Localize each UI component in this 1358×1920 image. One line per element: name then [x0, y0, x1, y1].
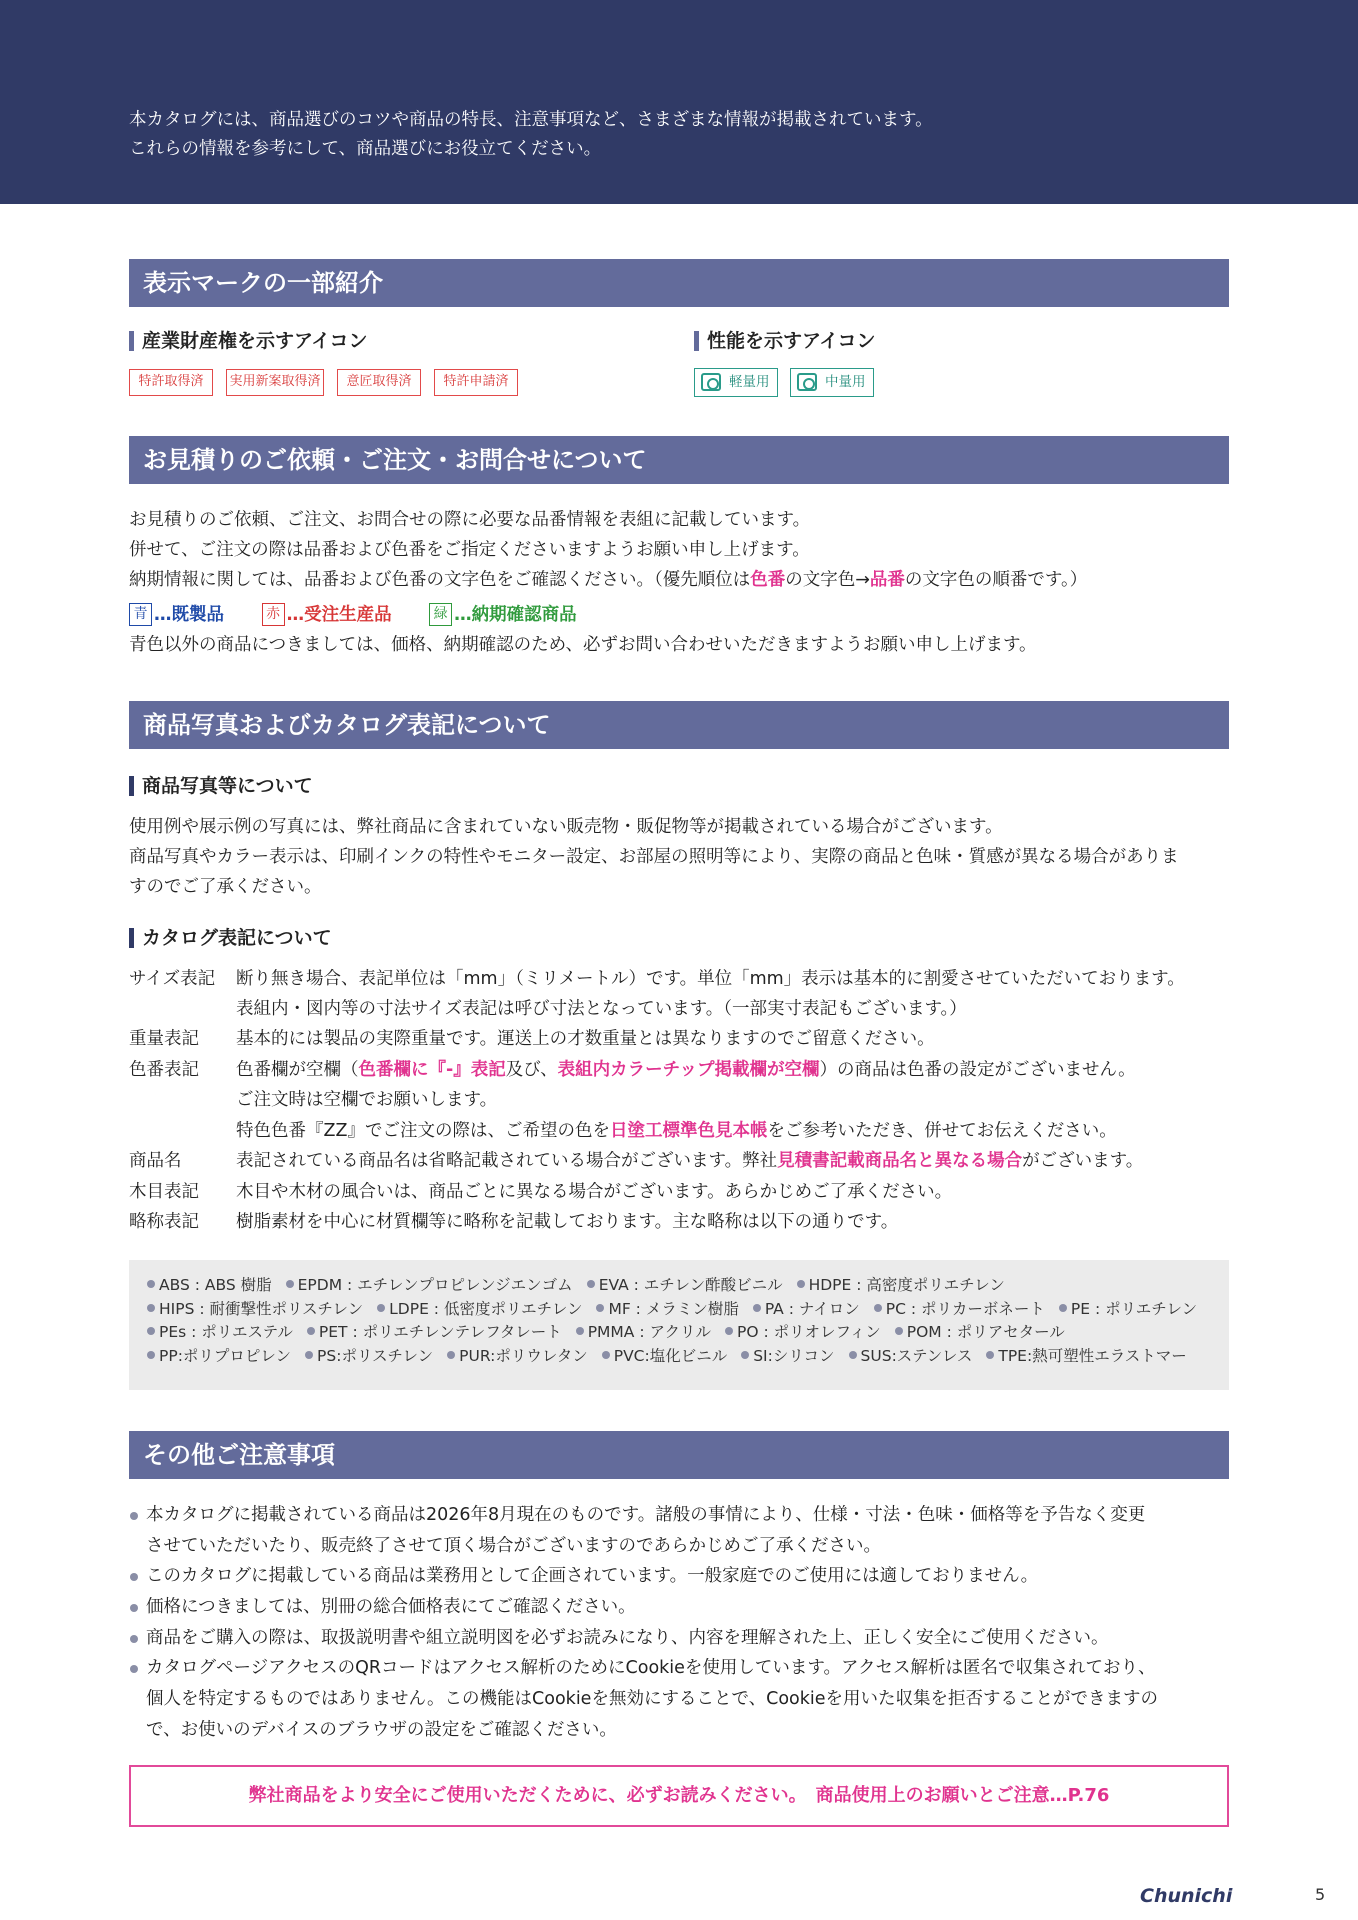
legend-blue-char: 青	[129, 603, 152, 626]
abbreviation-item	[147, 1347, 291, 1365]
note-5-line-1: カタログページアクセスのQRコードはアクセス解析のためにCookieを使用しています。アクセス解析は匿名で収集されており、	[146, 1658, 1156, 1678]
bullet-dot	[576, 1327, 584, 1335]
note-4-text: 商品をご購入の際は、取扱説明書や組立説明図を必ずお読みになり、内容を理解された上、正しく安全にご使用ください。	[146, 1628, 1109, 1648]
abbreviation-text: EVA : エチレン酢酸ビニル	[598, 1276, 783, 1294]
order-line-3e: の文字色の順番です。）	[904, 570, 1088, 590]
order-line-3c: の文字色→	[785, 570, 870, 590]
section-title-marks: 表示マークの一部紹介	[129, 259, 1229, 307]
abbreviation-text: MF : メラミン樹脂	[608, 1299, 739, 1318]
legend-red-char: 赤	[262, 603, 285, 626]
wood-text: 木目や木材の風合いは、商品ごとに異なる場合がございます。あらかじめご了承ください。	[236, 1182, 953, 1202]
weight-label: 重量表記	[129, 1029, 199, 1049]
note-3	[129, 1592, 1229, 1623]
abbreviation-text: HIPS : 耐衝撃性ポリスチレン	[159, 1299, 364, 1318]
bullet-dot	[1059, 1304, 1067, 1312]
color-text-1d: 表組内カラーチップ掲載欄が空欄	[557, 1060, 820, 1080]
abbreviation-item	[725, 1323, 881, 1341]
abbreviation-item	[895, 1323, 1065, 1341]
order-line-5: 青色以外の商品につきましては、価格、納期確認のため、必ずお問い合わせいただきますようお願い申し上げます。	[129, 635, 1037, 655]
abbreviation-item	[147, 1300, 363, 1318]
name-text-a: 表記されている商品名は省略記載されている場合がございます。弊社	[236, 1151, 778, 1171]
order-part-no: 品番	[869, 570, 905, 590]
note-2	[129, 1561, 1229, 1592]
size-text-1: 断り無き場合、表記単位は「mm」（ミリメートル）です。単位「mm」表示は基本的に割愛させていただいております。	[236, 969, 1185, 989]
page-number: 5	[1315, 1885, 1326, 1904]
photo-line-1: 使用例や展示例の写真には、弊社商品に含まれていない販売物・販促物等が掲載されている場合がございます。	[129, 817, 1003, 837]
abbreviation-text: PUR:ポリウレタン	[459, 1346, 588, 1365]
abbreviation-item	[147, 1323, 293, 1341]
color-text-2: ご注文時は空欄でお願いします。	[236, 1090, 498, 1110]
company-logo: Chunichi	[1140, 1885, 1233, 1907]
abbreviation-item	[377, 1300, 582, 1318]
abbreviation-item	[986, 1347, 1186, 1365]
section-title-other: その他ご注意事項	[129, 1431, 1229, 1479]
order-line-1: お見積りのご依頼、ご注文、お問合せの際に必要な品番情報を表組に記載しています。	[129, 510, 811, 530]
bullet-dot	[305, 1351, 313, 1359]
abbreviation-text: HDPE : 高密度ポリエチレン	[808, 1276, 1005, 1294]
color-text-1e: ）の商品は色番の設定がございません。	[819, 1060, 1136, 1080]
wood-label: 木目表記	[129, 1182, 199, 1202]
bullet-dot	[130, 1635, 138, 1643]
abbreviation-item	[874, 1300, 1045, 1318]
photo-line-3: すのでご了承ください。	[129, 877, 322, 897]
bullet-dot	[147, 1351, 155, 1359]
section-title-order: お見積りのご依頼・ご注文・お問合せについて	[129, 436, 1229, 484]
safety-notice-link[interactable]: 弊社商品をより安全にご使用いただくために、必ずお読みください。 商品使用上のお願いとご注意…P.76	[129, 1765, 1229, 1827]
abbreviation-row	[147, 1321, 1211, 1345]
bullet-dot	[596, 1304, 604, 1312]
abbreviation-text: EPDM : エチレンプロピレンジエンゴム	[297, 1276, 573, 1294]
section-title-photo: 商品写真およびカタログ表記について	[129, 701, 1229, 749]
abbreviation-text: PET : ポリエチレンテレフタレート	[318, 1323, 562, 1341]
abbreviation-item	[596, 1300, 738, 1318]
perf-icons-heading: 性能を示すアイコン	[694, 329, 876, 353]
size-text-2: 表組内・図内等の寸法サイズ表記は呼び寸法となっています。（一部実寸表記もございます。）	[236, 999, 967, 1019]
size-label: サイズ表記	[129, 969, 216, 989]
abbreviation-text: PEs : ポリエステル	[159, 1323, 293, 1341]
bullet-dot	[725, 1327, 733, 1335]
color-text-1c: 及び、	[505, 1060, 558, 1080]
legend-red-text: …受注生産品	[286, 605, 392, 625]
bullet-dot	[602, 1351, 610, 1359]
order-line-2: 併せて、ご注文の際は品番および色番をご指定くださいますようお願い申し上げます。	[129, 540, 810, 560]
abbreviation-text: ABS : ABS 樹脂	[159, 1276, 272, 1294]
photo-heading: 商品写真等について	[129, 774, 313, 798]
note-4	[129, 1623, 1229, 1654]
badge-utility-model: 実用新案取得済	[226, 369, 324, 396]
abbr-label: 略称表記	[129, 1212, 199, 1232]
note-1	[129, 1500, 1229, 1531]
abbreviation-text: LDPE : 低密度ポリエチレン	[389, 1299, 583, 1318]
scale-icon	[701, 373, 721, 391]
legend-blue	[129, 605, 224, 625]
abbreviation-text: POM : ポリアセタール	[906, 1323, 1065, 1341]
color-text-1	[236, 1055, 1136, 1085]
abbreviation-item	[741, 1347, 834, 1365]
color-text-3a: 特色色番『ZZ』でご注文の際は、ご希望の色を	[236, 1121, 610, 1141]
abbreviation-item	[602, 1347, 728, 1365]
photo-line-2: 商品写真やカラー表示は、印刷インクの特性やモニター設定、お部屋の照明等により、実際の商品と色味・質感が異なる場合がありま	[129, 847, 1179, 867]
abbreviation-row	[147, 1274, 1211, 1298]
legend-blue-text: …既製品	[154, 605, 224, 625]
bullet-dot	[447, 1351, 455, 1359]
abbreviation-text: PS:ポリスチレン	[317, 1346, 434, 1365]
name-label: 商品名	[129, 1151, 182, 1171]
abbreviation-text: PVC:塩化ビニル	[613, 1346, 728, 1365]
order-legend	[129, 600, 577, 630]
note-5-line-3: で、お使いのデバイスのブラウザの設定をご確認ください。	[146, 1720, 617, 1740]
badge-design-acquired: 意匠取得済	[337, 369, 421, 396]
bullet-dot	[741, 1351, 749, 1359]
note-5	[129, 1653, 1229, 1684]
legend-red	[262, 605, 392, 625]
abbreviation-item	[305, 1347, 433, 1365]
bullet-dot	[130, 1512, 138, 1520]
bullet-dot	[849, 1351, 857, 1359]
abbreviation-item	[587, 1276, 783, 1294]
abbreviation-text: SUS:ステンレス	[860, 1346, 973, 1365]
order-line-3	[129, 565, 1087, 595]
badge-light-duty	[694, 368, 778, 397]
order-color-no: 色番	[750, 570, 786, 590]
order-line-3a: 納期情報に関しては、品番および色番の文字色をご確認ください。（優先順位は	[129, 570, 751, 590]
badge-light-duty-label: 軽量用	[729, 374, 770, 390]
abbreviation-text: PC : ポリカーボネート	[885, 1299, 1045, 1318]
note-2-text: このカタログに掲載している商品は業務用として企画されています。一般家庭でのご使用には適しておりません。	[146, 1566, 1039, 1586]
bullet-dot	[377, 1304, 385, 1312]
legend-green-char: 緑	[429, 603, 452, 626]
color-text-3c: をご参考いただき、併せてお伝えください。	[767, 1121, 1117, 1141]
abbreviation-text: PMMA : アクリル	[587, 1323, 712, 1341]
abbreviation-item	[797, 1276, 1005, 1294]
name-text	[236, 1146, 1143, 1176]
abbreviation-text: PE : ポリエチレン	[1070, 1299, 1198, 1318]
abbreviation-item	[447, 1347, 588, 1365]
abbreviation-row	[147, 1298, 1211, 1322]
bullet-dot	[147, 1327, 155, 1335]
abbreviation-text: PP:ポリプロピレン	[159, 1346, 292, 1365]
color-text-1a: 色番欄が空欄（	[236, 1060, 359, 1080]
abbreviation-item	[753, 1300, 860, 1318]
abbreviation-item	[576, 1323, 711, 1341]
bullet-dot	[895, 1327, 903, 1335]
note-5-cont-2	[129, 1715, 1229, 1746]
bullet-dot	[130, 1573, 138, 1581]
note-3-text: 価格につきましては、別冊の総合価格表にてご確認ください。	[146, 1597, 636, 1617]
abbreviation-item	[849, 1347, 973, 1365]
note-1-cont	[129, 1531, 1229, 1562]
note-1-line-1: 本カタログに掲載されている商品は2026年8月現在のものです。諸般の事情により、仕様・寸法・色味・価格等を予告なく変更	[146, 1505, 1146, 1525]
abbreviation-text: SI:シリコン	[753, 1346, 835, 1365]
bullet-dot	[147, 1304, 155, 1312]
badge-medium-duty	[790, 368, 874, 397]
header-band	[0, 0, 1358, 204]
abbreviation-item	[286, 1276, 573, 1294]
bullet-dot	[753, 1304, 761, 1312]
abbreviation-item	[147, 1276, 272, 1294]
intro-line-2: これらの情報を参考にして、商品選びにお役立てください。	[129, 139, 602, 159]
bullet-dot	[286, 1280, 294, 1288]
intro-line-1: 本カタログには、商品選びのコツや商品の特長、注意事項など、さまざまな情報が掲載されています。	[129, 110, 933, 130]
abbreviation-text: PA : ナイロン	[764, 1299, 860, 1318]
ip-icons-heading: 産業財産権を示すアイコン	[129, 329, 368, 353]
name-text-b: 見積書記載商品名と異なる場合	[777, 1151, 1023, 1171]
color-text-3	[236, 1116, 1117, 1146]
color-text-1b: 色番欄に『-』表記	[358, 1060, 506, 1080]
color-label: 色番表記	[129, 1060, 199, 1080]
abbreviation-item	[1059, 1300, 1197, 1318]
bullet-dot	[307, 1327, 315, 1335]
note-1-line-2: させていただいたり、販売終了させて頂く場合がございますのであらかじめご了承ください。	[146, 1536, 881, 1556]
abbr-text: 樹脂素材を中心に材質欄等に略称を記載しております。主な略称は以下の通りです。	[236, 1212, 899, 1232]
bullet-dot	[874, 1304, 882, 1312]
legend-green	[429, 605, 577, 625]
abbreviation-item	[307, 1323, 562, 1341]
note-5-cont-1	[129, 1684, 1229, 1715]
name-text-c: がございます。	[1022, 1151, 1144, 1171]
color-text-3b: 日塗工標準色見本帳	[609, 1121, 768, 1141]
abbreviation-box	[129, 1260, 1229, 1390]
abbreviation-row	[147, 1345, 1211, 1369]
weight-text: 基本的には製品の実際重量です。運送上の才数重量とは異なりますのでご留意ください。	[236, 1029, 935, 1049]
scale-icon	[797, 373, 817, 391]
bullet-dot	[130, 1604, 138, 1612]
note-5-line-2: 個人を特定するものではありません。この機能はCookieを無効にすることで、Cookieを用いた収集を拒否することができますの	[146, 1689, 1158, 1709]
bullet-dot	[986, 1351, 994, 1359]
abbreviation-text: PO : ポリオレフィン	[737, 1323, 881, 1341]
badge-patent-pending: 特許申請済	[434, 369, 518, 396]
bullet-dot	[587, 1280, 595, 1288]
badge-medium-duty-label: 中量用	[825, 374, 866, 390]
abbreviation-text: TPE:熱可塑性エラストマー	[998, 1346, 1187, 1365]
bullet-dot	[147, 1280, 155, 1288]
legend-green-text: …納期確認商品	[454, 605, 577, 625]
bullet-dot	[130, 1665, 138, 1673]
badge-patent-acquired: 特許取得済	[129, 369, 213, 396]
bullet-dot	[797, 1280, 805, 1288]
catalog-heading: カタログ表記について	[129, 926, 332, 950]
